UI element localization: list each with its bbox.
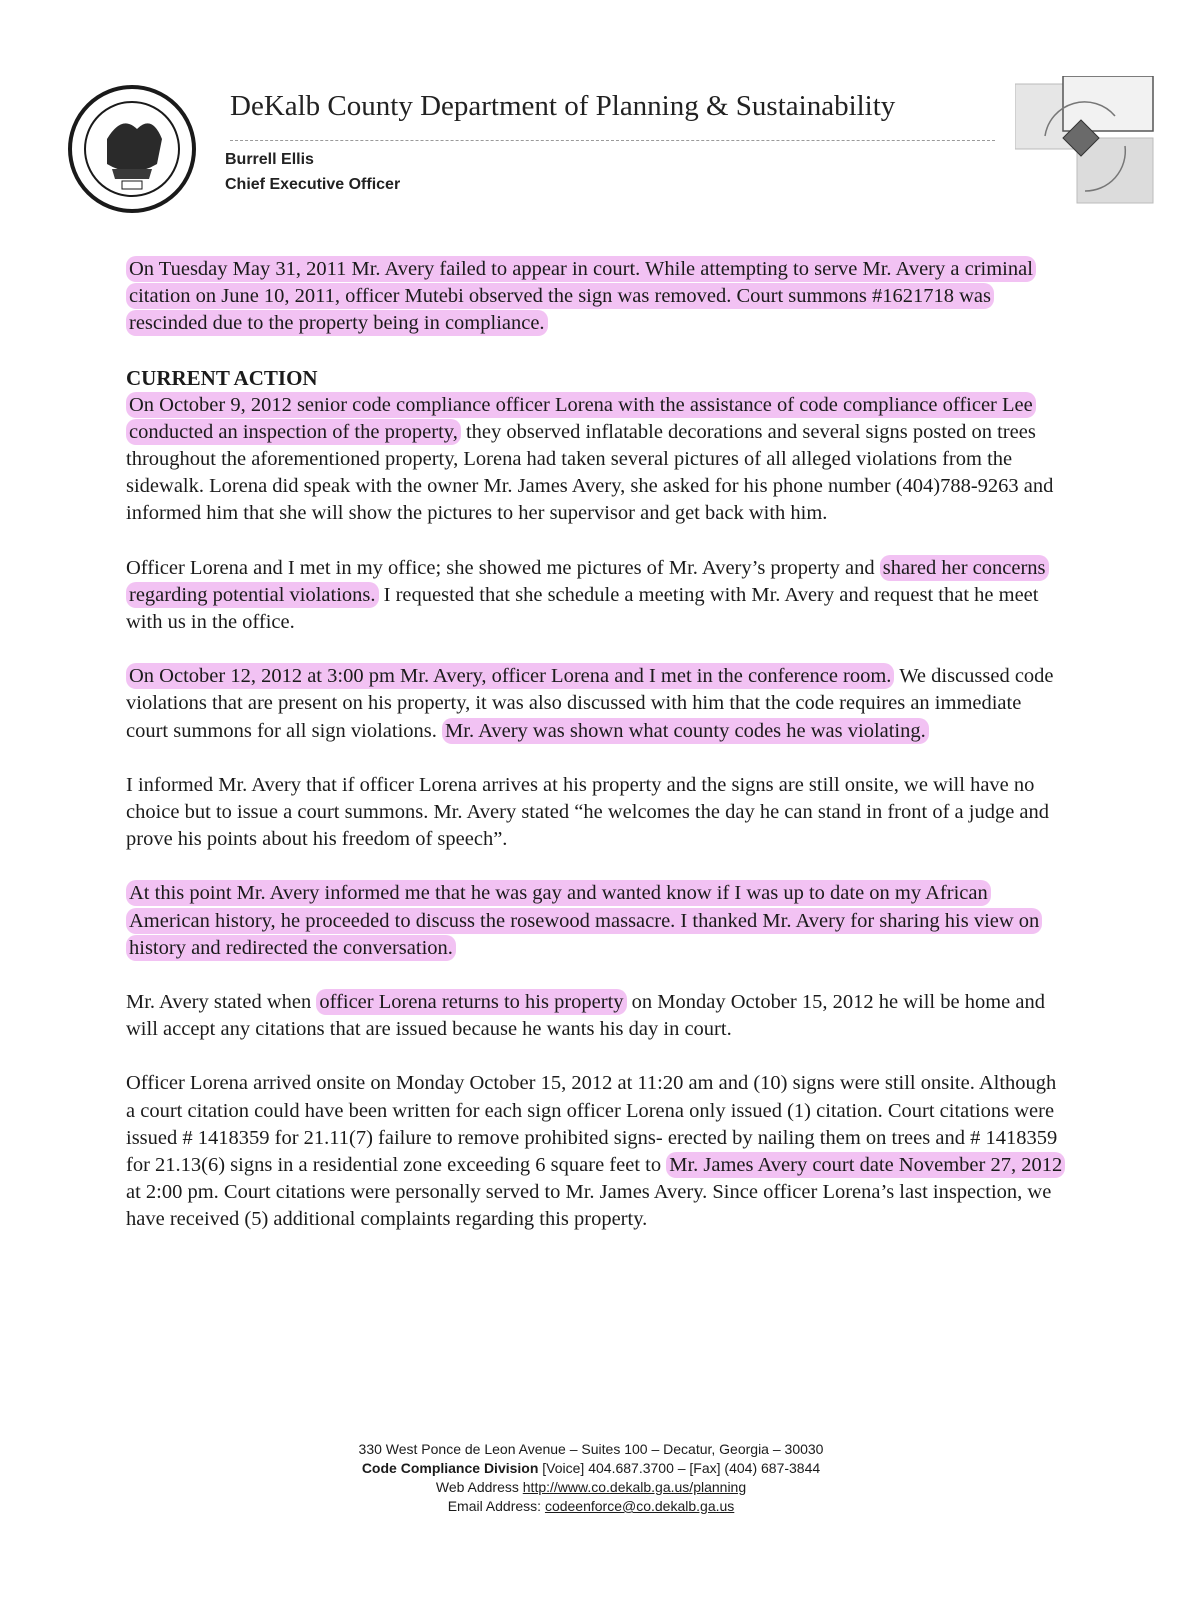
executive-title: Chief Executive Officer xyxy=(225,176,401,193)
paragraph-text: Officer Lorena arrived onsite on Monday October 15, 2012 at 11:20 am and (10) signs were still onsite. Although a court citation could have been written for each sign officer Lorena only issued (1) citation. Court citations were issued # 1418359 for 21.11(7) failure to remove prohibited signs- erected by nailing them on trees and # 1418359 for 21.13(6) signs in a residential zone exceeding 6 square feet to xyxy=(126,1072,1058,1177)
paragraph-inspection xyxy=(126,392,1066,528)
division-phones: [Voice] 404.687.3700 – [Fax] (404) 687-3844 xyxy=(538,1460,821,1476)
highlighted-text: Mr. Avery was shown what county codes he was violating. xyxy=(442,718,929,744)
header-divider xyxy=(230,140,995,141)
web-label: Web Address xyxy=(435,1479,523,1495)
paragraph-text: Mr. Avery stated when xyxy=(126,991,317,1014)
executive-name: Burrell Ellis xyxy=(225,151,314,168)
paragraph-text: Officer Lorena and I met in my office; she showed me pictures of Mr. Avery’s property and xyxy=(126,556,880,579)
highlighted-text: On October 12, 2012 at 3:00 pm Mr. Avery, officer Lorena and I met in the conference room. xyxy=(126,663,894,689)
footer-address: 330 West Ponce de Leon Avenue – Suites 100 – Decatur, Georgia – 30030 xyxy=(358,1441,824,1457)
paragraph-text: We discussed code violations that are present on his property, it was also discussed with him that the code requires an immediate court summons for all sign violations. xyxy=(126,665,1054,742)
section-heading-current-action: CURRENT ACTION xyxy=(126,365,318,390)
footer-email xyxy=(0,1497,1182,1516)
paragraph-text: I informed Mr. Avery that if officer Lorena arrives at his property and the signs are still onsite, we will have no choice but to issue a court summons. Mr. Avery stated “he welcomes the day he can stand in front of a judge and prove his points about his freedom of speech”. xyxy=(126,773,1050,851)
department-logo xyxy=(1015,76,1155,211)
paragraph-text: they observed inflatable decorations and several signs posted on trees throughout the aforementioned property, Lorena had taken several pictures of all alleged violations from the sidewalk. Lorena did speak with the owner Mr. James Avery, she asked for his phone number (404)788-9263 and informed him that she will show the pictures to her supervisor and get back with him. xyxy=(126,420,1054,525)
county-seal-logo xyxy=(67,84,197,214)
paragraph-text: I requested that she schedule a meeting with Mr. Avery and request that he meet with us in the office. xyxy=(126,583,1039,634)
paragraph-text: on Monday October 15, 2012 he will be home and will accept any citations that are issued because he wants his day in court. xyxy=(126,991,1045,1041)
letter-body xyxy=(126,256,1066,1261)
paragraph-summons-warning xyxy=(126,772,1066,854)
web-link[interactable]: http://www.co.dekalb.ga.us/planning xyxy=(522,1479,747,1495)
highlighted-text: shared her concerns regarding potential violations. xyxy=(126,555,1049,608)
paragraph-court-failure xyxy=(126,256,1066,338)
highlighted-text: On Tuesday May 31, 2011 Mr. Avery failed to appear in court. While attempting to serve Mr. Avery a criminal citation on June 10, 2011, officer Mutebi observed the sign was removed. Court summons #1621718 was rescinded due to the property being in compliance. xyxy=(126,256,1036,336)
email-link[interactable]: codeenforce@co.dekalb.ga.us xyxy=(544,1498,735,1514)
paragraph-citations xyxy=(126,1070,1066,1233)
highlighted-text: At this point Mr. Avery informed me that he was gay and wanted know if I was up to date on my African American history, he proceeded to discuss the rosewood massacre. I thanked Mr. Avery for sharing his view on history and redirected the conversation. xyxy=(126,880,1042,960)
paragraph-conference xyxy=(126,663,1066,745)
paragraph-return-visit xyxy=(126,989,1066,1043)
paragraph-office-meeting xyxy=(126,555,1066,637)
highlighted-text: Mr. James Avery court date November 27, 2012 xyxy=(666,1152,1065,1178)
paragraph-text: at 2:00 pm. Court citations were personally served to Mr. James Avery. Since officer Lorena’s last inspection, we have received (5) additional complaints regarding this property. xyxy=(126,1181,1052,1231)
email-label: Email Address: xyxy=(447,1498,545,1514)
footer-web xyxy=(0,1478,1182,1497)
highlighted-text: On October 9, 2012 senior code compliance officer Lorena with the assistance of code compliance officer Lee conducted an inspection of the property, xyxy=(126,392,1036,445)
department-title: DeKalb County Department of Planning & Sustainability xyxy=(230,90,896,122)
letter-footer xyxy=(0,1440,1182,1516)
division-name: Code Compliance Division xyxy=(361,1460,539,1476)
highlighted-text: officer Lorena returns to his property xyxy=(316,989,626,1015)
paragraph-history xyxy=(126,880,1066,962)
footer-division xyxy=(0,1459,1182,1478)
